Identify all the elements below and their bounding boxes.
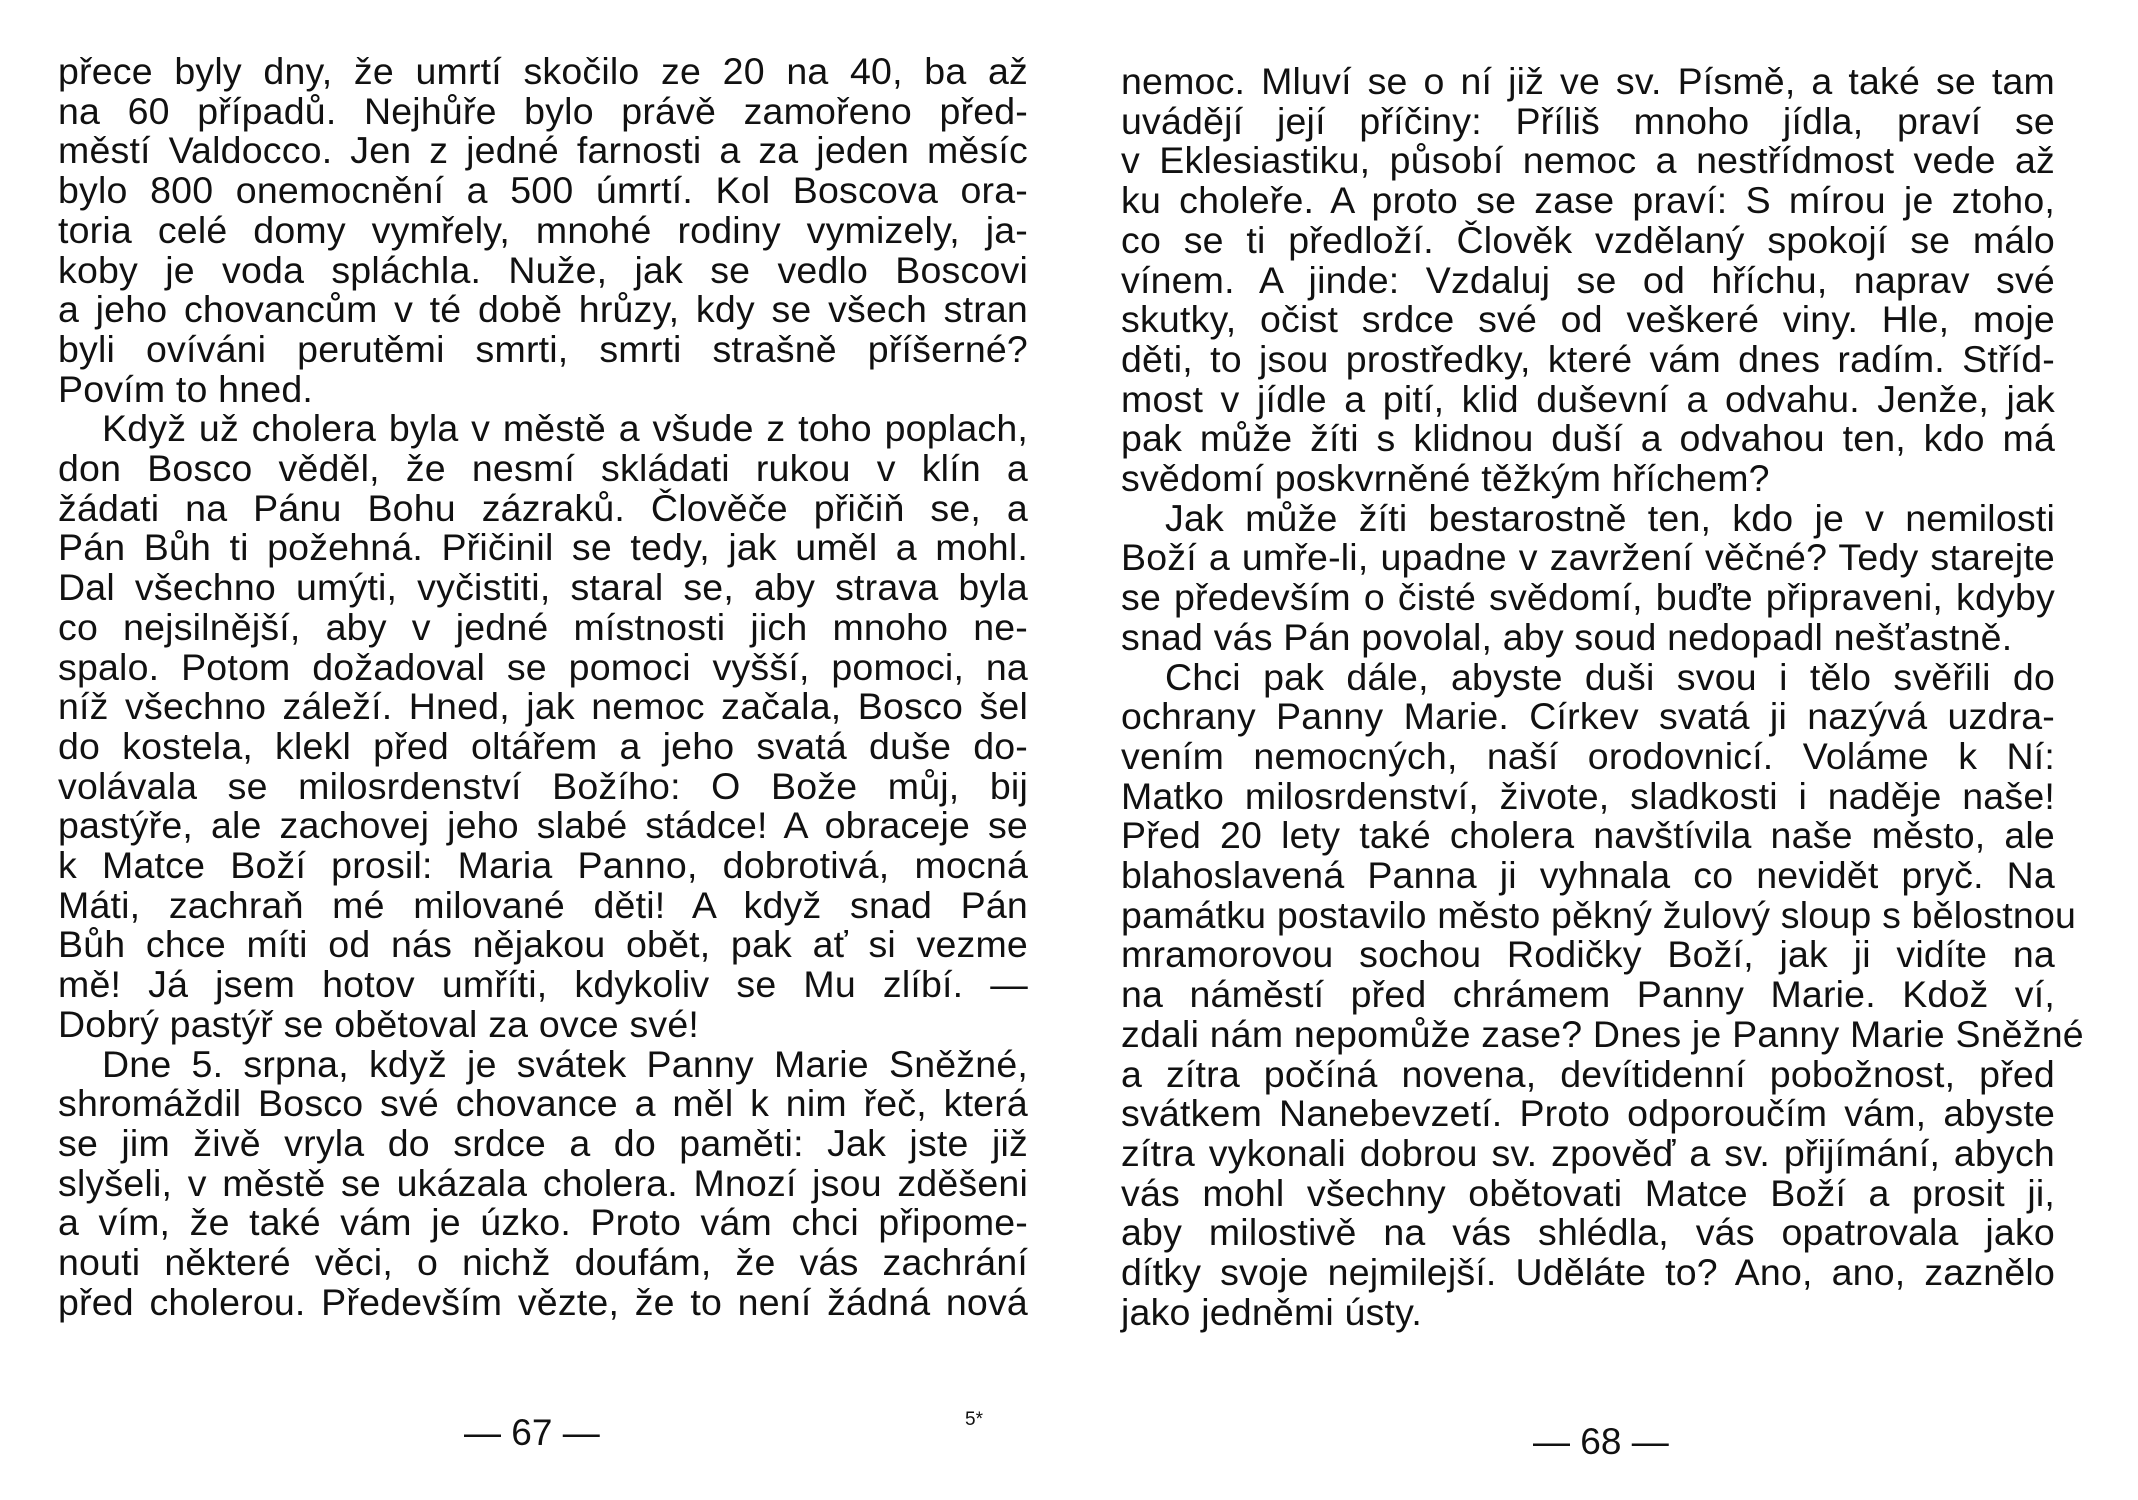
text-line: spalo. Potom dožadoval se pomoci vyšší, pomoci, na bbox=[58, 645, 1028, 688]
text-line: památku postavilo město pěkný žulový sloup s bělostnou bbox=[1121, 893, 2077, 936]
page-number: — 68 — bbox=[1533, 1421, 1669, 1462]
text-line: ochrany Panny Marie. Církev svatá ji nazývá uzdra- bbox=[1121, 695, 2055, 738]
text-line: svědomí poskvrněné těžkým hříchem? bbox=[1121, 457, 1770, 500]
text-line: dítky svoje nejmilejší. Uděláte to? Ano, ano, zaznělo bbox=[1121, 1251, 2055, 1294]
text-line: nouti některé věci, o nichž doufám, že vás zachrání bbox=[58, 1241, 1028, 1284]
text-line: nemoc. Mluví se o ní již ve sv. Písmě, a také se tam bbox=[1121, 60, 2055, 102]
text-line: se především o čisté svědomí, buďte připraveni, kdyby bbox=[1121, 576, 2055, 619]
text-line: a vím, že také vám je úzko. Proto vám chci připome- bbox=[58, 1201, 1028, 1244]
text-line: mramorovou sochou Rodičky Boží, jak ji vidíte na bbox=[1121, 933, 2055, 976]
text-line: na náměstí před chrámem Panny Marie. Kdož ví, bbox=[1121, 973, 2055, 1016]
text-line: Chci pak dále, abyste duši svou i tělo svěřili do bbox=[1165, 655, 2055, 698]
text-line: toria celé domy vymřely, mnohé rodiny vymizely, ja- bbox=[58, 208, 1028, 251]
text-line: co nejsilnější, aby v jedné místnosti jich mnoho ne- bbox=[58, 605, 1028, 648]
text-line: byli ovíváni perutěmi smrti, smrti strašně příšerné? bbox=[58, 327, 1028, 370]
text-line: níž všechno záleží. Hned, jak nemoc začala, Bosco šel bbox=[58, 685, 1028, 728]
text-line: slyšeli, v městě se ukázala cholera. Mnozí jsou zděšeni bbox=[58, 1161, 1028, 1204]
text-line: skutky, očist srdce své od veškeré viny. Hle, moje bbox=[1121, 298, 2055, 341]
text-line: Dne 5. srpna, když je svátek Panny Marie Sněžné, bbox=[102, 1042, 1028, 1085]
text-line: Když už cholera byla v městě a všude z toho poplach, bbox=[102, 407, 1028, 450]
right-page bbox=[1069, 0, 2099, 1500]
text-line: Před 20 lety také cholera navštívila naše město, ale bbox=[1121, 814, 2055, 857]
text-line: pastýře, ale zachovej jeho slabé stádce! A obraceje se bbox=[58, 804, 1028, 847]
text-line: se jim živě vryla do srdce a do paměti: Jak jste již bbox=[58, 1121, 1028, 1164]
text-line: před cholerou. Především vězte, že to není žádná nová bbox=[58, 1280, 1028, 1323]
text-line: Boží a umře-li, upadne v zavržení věčné? Tedy starejte bbox=[1121, 536, 2055, 579]
text-line: most v jídle a pití, klid duševní a odvahu. Jenže, jak bbox=[1121, 377, 2055, 420]
text-line: mě! Já jsem hotov umříti, kdykoliv se Mu zlíbí. — bbox=[58, 963, 1028, 1006]
signature-mark: 5* bbox=[965, 1409, 983, 1430]
text-line: žádati na Pánu Bohu zázraků. Člověče přičiň se, a bbox=[58, 486, 1028, 529]
text-line: Dal všechno umýti, vyčistiti, staral se, aby strava byla bbox=[58, 566, 1028, 609]
left-page bbox=[0, 0, 1030, 1500]
right-page-text bbox=[1121, 60, 2084, 1333]
text-line: vínem. A jinde: Vzdaluj se od hříchu, naprav své bbox=[1121, 258, 2055, 301]
text-line: v Eklesiastiku, působí nemoc a nestřídmost vede až bbox=[1121, 139, 2055, 182]
text-line: pak může žíti s klidnou duší a odvahou ten, kdo má bbox=[1121, 417, 2055, 460]
text-line: uvádějí její příčiny: Příliš mnoho jídla, praví se bbox=[1121, 99, 2055, 142]
text-line: jako jedněmi ústy. bbox=[1121, 1290, 1422, 1333]
text-line: Bůh chce míti od nás nějakou obět, pak ať si vezme bbox=[58, 923, 1028, 966]
text-line: přece byly dny, že umrtí skočilo ze 20 na 40, ba až bbox=[58, 50, 1028, 92]
text-line: na 60 případů. Nejhůře bylo právě zamořeno před- bbox=[58, 89, 1028, 132]
text-line: svátkem Nanebevzetí. Proto odporoučím vám, abyste bbox=[1121, 1092, 2055, 1135]
text-line: volávala se milosrdenství Božího: O Bože můj, bij bbox=[58, 764, 1028, 807]
text-line: aby milostivě na vás shlédla, vás opatrovala jako bbox=[1121, 1211, 2055, 1254]
text-line: zítra vykonali dobrou sv. zpověď a sv. přijímání, abych bbox=[1121, 1131, 2055, 1174]
text-line: zdali nám nepomůže zase? Dnes je Panny Marie Sněžné bbox=[1121, 1012, 2084, 1055]
text-line: vením nemocných, naší orodovnicí. Voláme k Ní: bbox=[1121, 734, 2055, 777]
page-number: — 67 — bbox=[464, 1412, 600, 1453]
text-line: bylo 800 onemocnění a 500 úmrtí. Kol Boscova ora- bbox=[58, 169, 1028, 212]
text-line: snad vás Pán povolal, aby soud nedopadl nešťastně. bbox=[1121, 615, 2013, 658]
text-line: shromáždil Bosco své chovance a měl k nim řeč, která bbox=[58, 1082, 1028, 1125]
text-line: blahoslavená Panna ji vyhnala co nevidět pryč. Na bbox=[1121, 854, 2055, 897]
text-line: ku choleře. A proto se zase praví: S mírou je ztoho, bbox=[1121, 179, 2055, 222]
text-line: vás mohl všechny obětovati Matce Boží a prosit ji, bbox=[1121, 1171, 2055, 1214]
left-page-text bbox=[58, 52, 1028, 1323]
text-line: don Bosco věděl, že nesmí skládati rukou v klín a bbox=[58, 447, 1028, 490]
text-line: do kostela, klekl před oltářem a jeho svatá duše do- bbox=[58, 724, 1028, 767]
text-line: k Matce Boží prosil: Maria Panno, dobrotivá, mocná bbox=[58, 844, 1028, 887]
text-line: děti, to jsou prostředky, které vám dnes radím. Stříd- bbox=[1121, 337, 2055, 380]
text-line: a jeho chovancům v té době hrůzy, kdy se všech stran bbox=[58, 288, 1028, 331]
text-line: koby je voda spláchla. Nuže, jak se vedlo Boscovi bbox=[58, 248, 1028, 291]
text-line: a zítra počíná novena, devítidenní pobožnost, před bbox=[1121, 1052, 2055, 1095]
text-line: Pán Bůh ti požehná. Přičinil se tedy, jak uměl a mohl. bbox=[58, 526, 1028, 569]
text-line: Matko milosrdenství, živote, sladkosti i naděje naše! bbox=[1121, 774, 2055, 817]
text-line: Povím to hned. bbox=[58, 367, 314, 410]
text-line: Máti, zachraň mé milované děti! A když snad Pán bbox=[58, 883, 1028, 926]
text-line: co se ti předloží. Člověk vzdělaný spokojí se málo bbox=[1121, 218, 2055, 261]
text-line: městí Valdocco. Jen z jedné farnosti a za jeden měsíc bbox=[58, 129, 1028, 172]
text-line: Jak může žíti bestarostně ten, kdo je v nemilosti bbox=[1165, 496, 2055, 539]
text-line: Dobrý pastýř se obětoval za ovce své! bbox=[58, 1002, 700, 1045]
